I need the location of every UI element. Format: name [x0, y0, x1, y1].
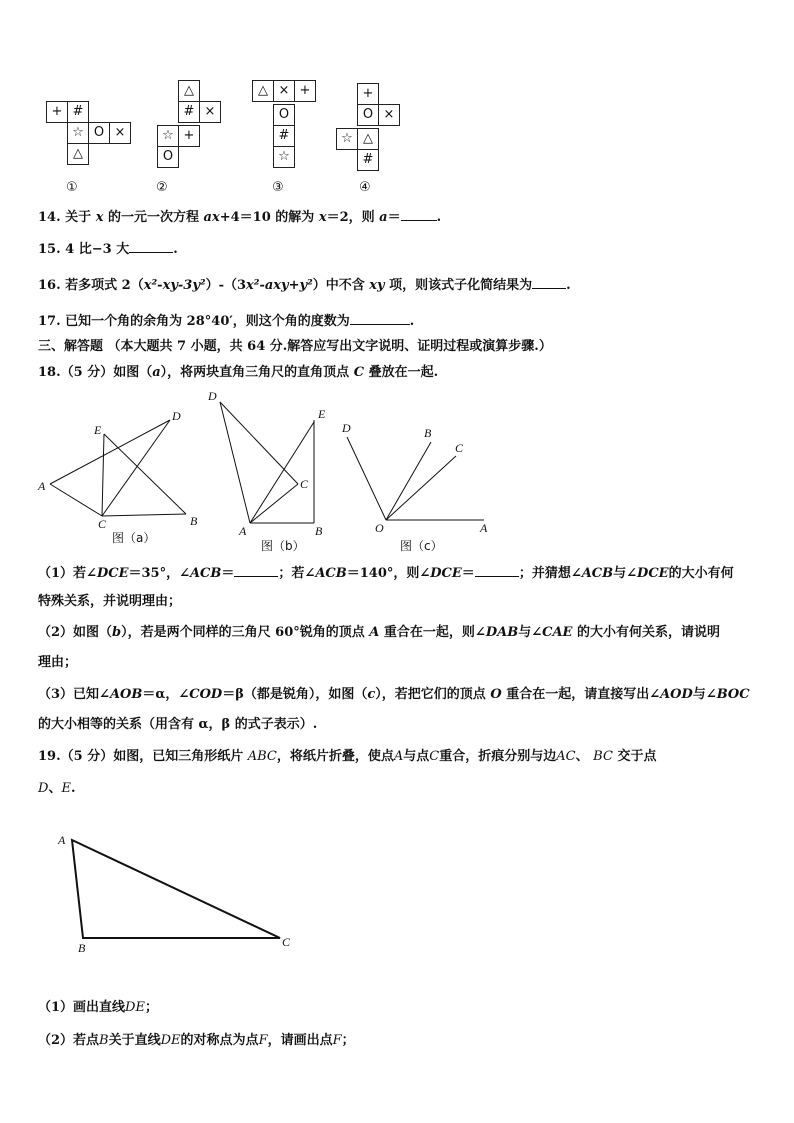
q18-1-text: 与∠ — [613, 566, 638, 581]
q18-1-text: 的大小有何 — [668, 566, 734, 581]
q15-text: 4 比−3 大 — [65, 242, 130, 257]
answer-blank[interactable] — [475, 564, 519, 577]
angle-name: CAE — [542, 625, 573, 640]
figure-b-caption: 图（b） — [261, 539, 305, 553]
q14-text: ＝ — [387, 210, 401, 225]
angle-name: COD — [189, 687, 223, 702]
q18-part-2-cont: 理由； — [38, 655, 78, 670]
point-name: O — [490, 687, 502, 702]
question-number: 16. — [38, 278, 61, 293]
segment-name: BC — [593, 749, 613, 764]
line-name: DE — [125, 1000, 145, 1015]
q14-var: ax — [203, 210, 220, 225]
net-4-cell: O — [357, 104, 379, 126]
question-number: 15. — [38, 242, 61, 257]
net-2-cell: # — [178, 101, 200, 123]
q19-2-text: 关于直线 — [108, 1033, 161, 1048]
q18-3-text: 重合在一起，请直接写出∠ — [506, 687, 661, 702]
q14-text: 关于 — [65, 210, 92, 225]
q19-1-text: ； — [144, 1000, 158, 1015]
q18-3-text: ），若把它们的顶点 — [375, 687, 486, 702]
point-name: C — [429, 749, 440, 764]
q18-part-3-cont: 的大小相等的关系（用含有 α，β 的式子表示）. — [38, 717, 318, 732]
answer-blank[interactable] — [234, 564, 278, 577]
q19-text: 交于点 — [617, 749, 657, 764]
net-1-caption: ① — [66, 180, 78, 195]
question-number: 18. — [38, 365, 61, 380]
q18-part-2 — [38, 624, 720, 642]
q18-3-text: ＝α，∠ — [142, 687, 190, 702]
q18-3-text: 与∠ — [692, 687, 717, 702]
angle-name: ACB — [315, 566, 347, 581]
point-name: F — [258, 1033, 268, 1048]
q15-text: . — [173, 242, 178, 257]
net-4-cell: # — [357, 149, 379, 171]
figure-c — [347, 437, 484, 520]
q19-2-text: 的对称点为点 — [180, 1033, 259, 1048]
label-a-B: B — [190, 514, 198, 528]
question-16 — [38, 276, 571, 295]
answer-blank[interactable] — [129, 240, 173, 253]
question-number: 19. — [38, 749, 61, 764]
q19-figure — [50, 820, 310, 970]
net-4-caption: ④ — [359, 180, 371, 195]
q16-text: 项，则该式子化简结果为 — [389, 278, 533, 293]
q18-var: a — [152, 365, 161, 380]
label-a-C: C — [98, 517, 107, 531]
q18-3-text: （3）已知∠ — [38, 687, 110, 702]
net-1-cell: # — [67, 101, 89, 123]
q16-text: ）中不含 — [312, 278, 365, 293]
q18-1-text: ＝ — [461, 566, 475, 581]
net-2-cell: × — [199, 101, 221, 123]
net-1-cell: ☆ — [67, 122, 89, 144]
q18-2-text: （2）如图（ — [38, 625, 113, 640]
figure-c-caption: 图（c） — [400, 539, 443, 553]
question-17 — [38, 312, 414, 331]
net-3-cell: O — [273, 104, 295, 126]
q18-part-1 — [38, 564, 734, 583]
q18-1-text: ；若∠ — [278, 566, 316, 581]
label-A: A — [58, 833, 66, 847]
net-1-cell: △ — [67, 143, 89, 165]
net-3-cell: △ — [252, 80, 274, 102]
net-3-cell: # — [273, 125, 295, 147]
q19-2-text: ； — [341, 1033, 355, 1048]
line-name: DE — [160, 1033, 181, 1048]
point-name: F — [332, 1033, 342, 1048]
angle-name: DAB — [485, 625, 519, 640]
q14-text: +4＝10 的解为 — [219, 210, 315, 225]
net-1-cell: O — [88, 122, 110, 144]
q18-2-text: 的大小有何关系，请说明 — [576, 625, 720, 640]
q17-text: . — [409, 314, 415, 329]
question-19 — [38, 748, 656, 766]
q19-part-1 — [38, 999, 158, 1017]
q19-part-2 — [38, 1032, 355, 1050]
point-name: A — [393, 749, 404, 764]
q18-2-text: 与∠ — [518, 625, 543, 640]
net-2-cell: + — [178, 125, 200, 147]
label-B: B — [78, 941, 86, 955]
q19-text: 、 — [575, 749, 589, 764]
answer-blank[interactable] — [401, 208, 437, 221]
label-c-C: C — [455, 441, 464, 455]
angle-name: DCE — [430, 566, 462, 581]
segment-name: AC — [556, 749, 576, 764]
q18-2-text: ），若是两个同样的三角尺 60°锐角的顶点 — [121, 625, 365, 640]
net-4-cell: △ — [357, 128, 379, 150]
figure-ref: c — [367, 687, 376, 702]
q18-text: 叠放在一起. — [368, 365, 439, 380]
q18-text: ），将两块直角三角尺的直角顶点 — [160, 365, 350, 380]
angle-name: DCE — [96, 566, 129, 581]
q18-text: （5 分）如图（ — [60, 365, 153, 380]
q14-text: 的一元一次方程 — [108, 210, 200, 225]
point-name: D — [38, 781, 49, 796]
q19-text: 重合，折痕分别与边 — [439, 749, 557, 764]
point-name: E — [61, 781, 71, 796]
net-3-cell: ☆ — [273, 146, 295, 168]
label-b-D: D — [208, 389, 217, 403]
q16-text: ）-（3 — [205, 278, 247, 293]
net-2-cell: O — [157, 146, 179, 168]
net-2-cell: ☆ — [157, 125, 179, 147]
q19-2-text: ，请画出点 — [267, 1033, 333, 1048]
angle-name: ACB — [189, 566, 222, 581]
label-C: C — [282, 935, 291, 949]
q19-text: （5 分）如图，已知三角形纸片 — [60, 749, 244, 764]
question-15 — [38, 240, 178, 259]
figure-a-caption: 图（a） — [112, 531, 156, 545]
triangle-name: ABC — [247, 749, 277, 764]
q19-1-text: （1）画出直线 — [38, 1000, 126, 1015]
q19-text: 与点 — [403, 749, 430, 764]
q14-var: a — [379, 210, 388, 225]
answer-blank[interactable] — [350, 312, 410, 325]
label-b-E: E — [318, 407, 326, 421]
label-b-B: B — [315, 524, 323, 538]
point-name: B — [99, 1033, 109, 1048]
net-1-cell: + — [46, 101, 68, 123]
q16-text: . — [566, 278, 571, 293]
q17-text: 已知一个角的余角为 28°40′，则这个角的度数为 — [65, 314, 350, 329]
q18-3-text: ＝β（都是锐角），如图（ — [222, 687, 368, 702]
question-14 — [38, 208, 441, 227]
net-2-caption: ② — [156, 180, 168, 195]
q19-text: 、 — [48, 781, 62, 796]
label-a-A: A — [38, 479, 46, 493]
net-4-cell: + — [357, 83, 379, 105]
q18-1-text: ；并猜想∠ — [518, 566, 582, 581]
net-4-cell: × — [378, 104, 400, 126]
label-c-O: O — [375, 521, 384, 535]
q14-text: ＝2，则 — [326, 210, 375, 225]
net-4-cell: ☆ — [336, 128, 358, 150]
question-number: 14. — [38, 210, 61, 225]
angle-name: ACB — [581, 566, 614, 581]
q18-1-text: ＝ — [221, 566, 235, 581]
q18-2-text: 重合在一起，则∠ — [383, 625, 486, 640]
question-19-cont — [38, 780, 75, 798]
net-3-cell: + — [294, 80, 316, 102]
angle-name: BOC — [716, 687, 750, 702]
q16-text: 若多项式 2（ — [65, 278, 144, 293]
angle-name: AOB — [109, 687, 143, 702]
section-heading: 三、解答题 （本大题共 7 小题，共 64 分.解答应写出文字说明、证明过程或演算步骤.） — [38, 339, 552, 354]
label-c-A: A — [480, 521, 488, 535]
net-3-cell: × — [273, 80, 295, 102]
label-a-D: D — [172, 409, 181, 423]
label-b-A: A — [239, 524, 247, 538]
question-number: 17. — [38, 314, 61, 329]
point-name: A — [369, 625, 380, 640]
q18-var: C — [353, 365, 365, 380]
answer-blank[interactable] — [532, 276, 566, 289]
q18-figures — [0, 380, 520, 560]
q16-var: xy — [369, 278, 385, 293]
figure-b — [220, 402, 314, 523]
q16-polynomial: x²-xy-3y² — [143, 278, 206, 293]
figure-a — [50, 420, 186, 516]
q14-var: x — [95, 210, 104, 225]
figure-ref: b — [112, 625, 122, 640]
q16-polynomial: x²-axy+y² — [246, 278, 313, 293]
q18-part-1-cont: 特殊关系，并说明理由； — [38, 594, 182, 609]
net-2-cell: △ — [178, 80, 200, 102]
label-c-B: B — [424, 426, 432, 440]
label-c-D: D — [342, 421, 351, 435]
angle-name: DCE — [637, 566, 669, 581]
label-a-E: E — [94, 423, 102, 437]
q19-text: ，将纸片折叠，使点 — [276, 749, 394, 764]
q18-1-text: ＝35°，∠ — [128, 566, 190, 581]
q18-1-text: ＝140°，则∠ — [346, 566, 431, 581]
q19-text: . — [70, 781, 76, 796]
q18-1-text: （1）若∠ — [38, 566, 97, 581]
net-3-caption: ③ — [272, 180, 284, 195]
q18-part-3 — [38, 686, 750, 704]
q14-var: x — [318, 210, 327, 225]
net-1-cell: × — [109, 122, 131, 144]
angle-name: AOD — [660, 687, 693, 702]
q19-2-text: （2）若点 — [38, 1033, 100, 1048]
q14-text: . — [436, 210, 442, 225]
label-b-C: C — [300, 477, 309, 491]
